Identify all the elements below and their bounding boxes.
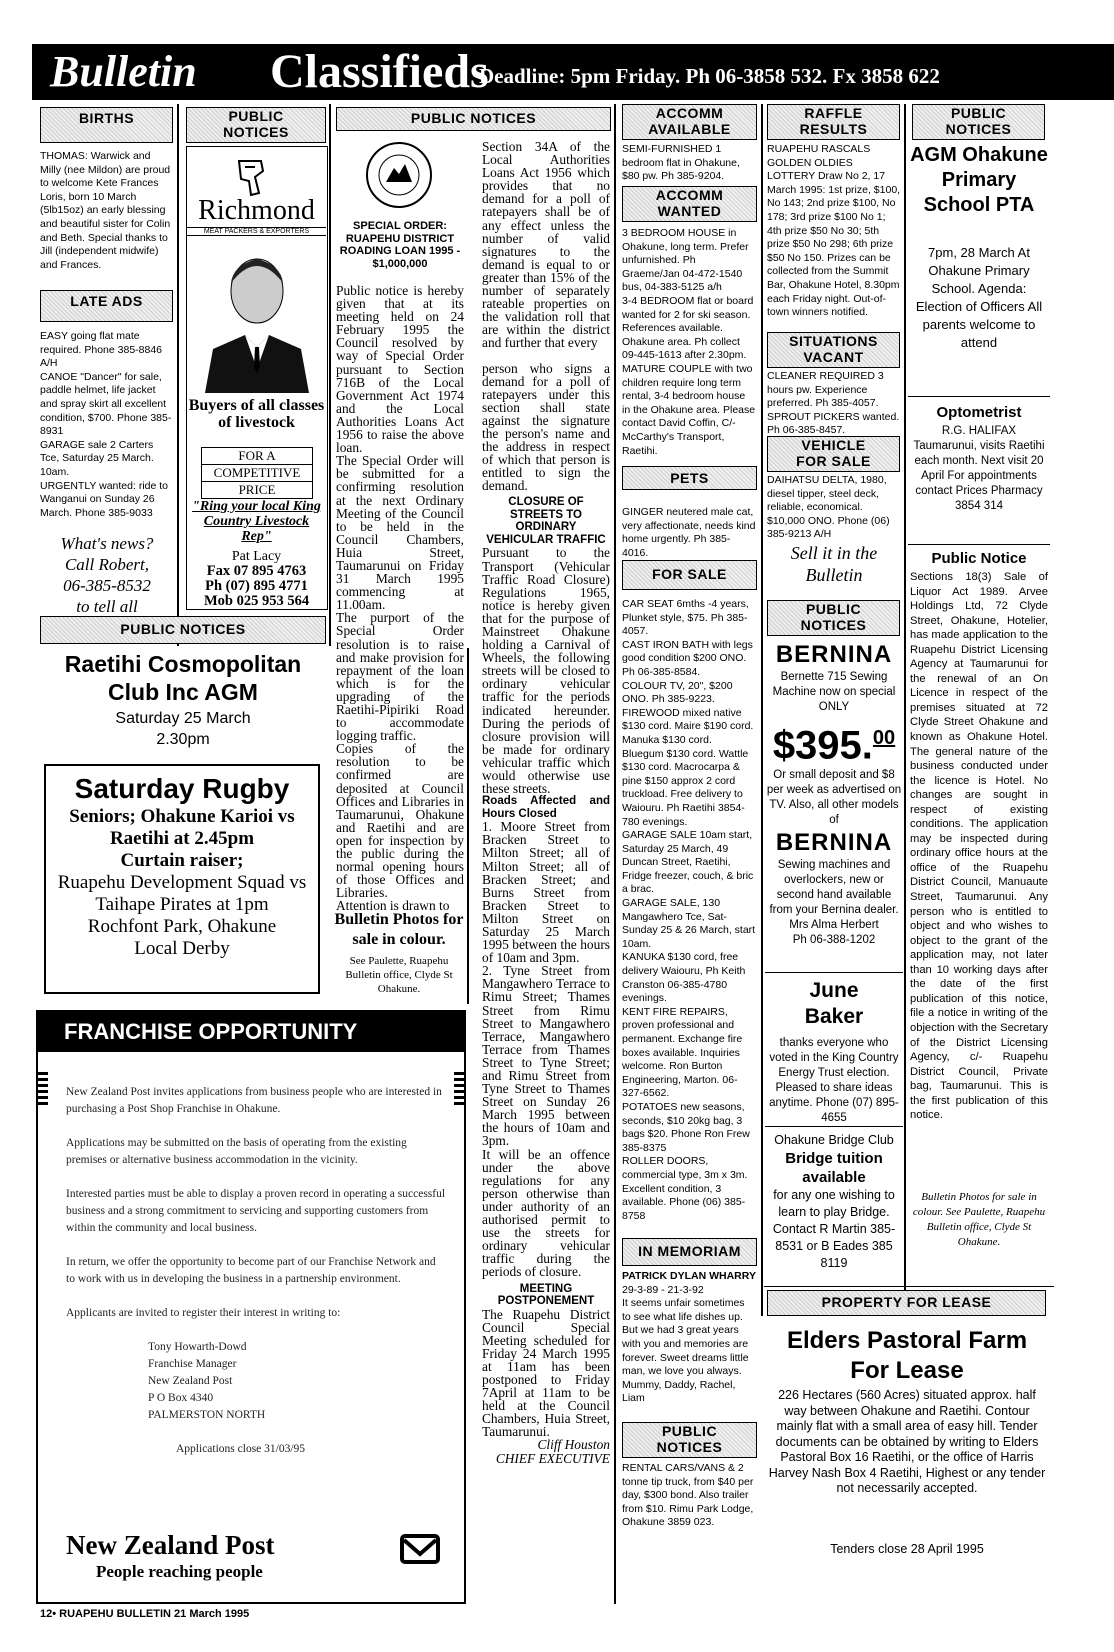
- decorative-stripes: [454, 1072, 464, 1106]
- richmond-header: PUBLIC NOTICES: [186, 107, 326, 143]
- memoriam-text: It seems unfair sometimes to see what life dishes up. But we had 3 great years with you and memories are forever. Sweet dreams little man, we love you always. Mummy, Daddy, Rachel, Liam: [622, 1297, 749, 1405]
- date-line: Saturday 25 March: [115, 710, 251, 727]
- list-item: GARAGE SALE, 130 Mangawhero Tce, Sat-Sunday 25 & 26 March, start 10am.: [622, 897, 756, 950]
- closure-title: CLOSURE OF STREETS TO ORDINARY VEHICULAR TRAFFIC: [486, 496, 606, 546]
- council-p1: Public notice is hereby given that at its meeting held on 24 February 1995 the Council resolved by way of Special Order pursuant to Section 716B of the Local Government Act 1974 and the Local Authorities Loans Act 1956 to raise the above loan.: [336, 283, 464, 456]
- in-memoriam-header: IN MEMORIAM: [622, 1238, 757, 1266]
- optometrist-text: R.G. HALIFAX Taumarunui, visits Raetihi each month. Next visit 20 April For appointments contact Prices Pharmacy 3854 314: [913, 425, 1045, 512]
- page-footer: 12• RUAPEHU BULLETIN 21 March 1995: [40, 1608, 250, 1620]
- price-cents: 00: [872, 727, 896, 749]
- franchise-p: Applicants are invited to register their interest in writing to:: [66, 1307, 341, 1319]
- bernina-deposit: Or small deposit and $8 per week as advertised on TV. Also, all other models of: [766, 769, 902, 827]
- rental-text: RENTAL CARS/VANS & 2 tonne tip truck, from $40 per day, $300 bond. Also trailer from $10. Rimu Park Lodge, Ohakune 3859 023.: [622, 1462, 754, 1529]
- june-baker-ad: [765, 978, 903, 1126]
- council-title: SPECIAL ORDER: RUAPEHU DISTRICT ROADING LOAN 1995 - $1,000,000: [339, 220, 461, 270]
- memoriam: [622, 1270, 756, 1406]
- accomm-wanted-header: ACCOMM WANTED: [622, 186, 757, 222]
- lease-title: Elders Pastoral Farm For Lease: [786, 1327, 1028, 1384]
- news-line: to tell all: [76, 597, 138, 616]
- addr-line: New Zealand Post: [148, 1375, 233, 1387]
- envelope-icon: [400, 1532, 440, 1566]
- masthead-classifieds: Classifieds: [270, 45, 489, 98]
- news-line: Call Robert,: [64, 555, 150, 574]
- mobile-line: Mob 025 953 564: [203, 593, 310, 609]
- raetihi-date: [38, 708, 328, 750]
- richmond-logo-icon: [233, 157, 269, 197]
- closure-text: Pursuant to the Transport (Vehicular Traffic Road Closure) Regulations 1965, notice is hereby given that for the purpose of Mainstreet Ohakune holding a Carnival of Wheels, the following streets will be closed to ordinary vehicular traffic for the periods indicated hereunder. During the periods of closure provision will be made for ordinary vehicular traffic which would otherwise use these streets.: [482, 545, 610, 797]
- column-rule: [467, 648, 469, 1004]
- pets-header: PETS: [622, 466, 757, 490]
- accomm-available-text: SEMI-FURNISHED 1 bedroom flat in Ohakune, $80 pw. Ph 385-9204.: [622, 143, 740, 183]
- bridge-text: for any one wishing to learn to play Bridge. Contact R Martin 385-8531 or B Eades 385 8119: [772, 1188, 896, 1270]
- list-item: 3 BEDROOM HOUSE in Ohakune, long term. Prefer unfurnished. Ph Graeme/Jan 04-472-1540 bus, 04-383-5125 a/h: [622, 227, 749, 294]
- box-line: PRICE: [238, 482, 276, 497]
- richmond-sub: MEAT PACKERS & EXPORTERS: [187, 227, 326, 236]
- list-item: CAST IRON BATH with legs good condition $200 ONO. Ph 06-385-8584.: [622, 638, 753, 678]
- rugby-curtain: Curtain raiser;: [120, 850, 244, 871]
- lease-close: Tenders close 28 April 1995: [830, 1542, 984, 1556]
- list-item: POTATOES new seasons, seconds, $10 20kg bag, 3 bags $20. Phone Ron Frew 385-8375: [622, 1100, 750, 1154]
- sell-line: Bulletin: [805, 565, 863, 585]
- franchise-p: Applications may be submitted on the basis of operating from the existing premises or alternative business accommodation in the vicinity.: [66, 1137, 407, 1166]
- richmond-contacts: [187, 564, 326, 609]
- news-line: 06-385-8532: [63, 576, 151, 595]
- memoriam-dates: 29-3-89 - 21-3-92: [622, 1283, 704, 1296]
- decorative-stripes: [38, 1072, 48, 1106]
- meeting-text: The Ruapehu District Council Special Meeting scheduled for Friday 24 March 1995 at 11am has been postponed to Friday 7April at 11am to be held at the Council Chambers, Huia Street, Taumarunui.: [482, 1306, 610, 1440]
- road-item: 2. Tyne Street from Mangawhero Terrace to Rimu Street; Thames Street from Rimu Street to Mangawhero Terrace, Mangawhero Terrace from Thames Street to Tyne Street; and Rimu Street from Tyne Street to Thames Street on Sunday 26 March 1995 between the hours of 10am and 3pm.: [482, 963, 610, 1149]
- public-notices-header: PUBLIC NOTICES: [40, 616, 326, 644]
- optometrist-title: Optometrist: [936, 404, 1022, 421]
- franchise-p: Interested parties must be able to display a proven record in operating a successful business and a strong commitment to servicing and supporting customers from within the community and local business.: [66, 1188, 446, 1234]
- council-p2: The Special Order will be submitted for a confirming resolution at the next Ordinary Meeting of the Council to be held in the Council Chambers, Huia Street, Taumarunui on Friday 31 March 1995 commencing at 11.00am.: [336, 453, 464, 613]
- council-seal-icon: [364, 140, 434, 210]
- franchise-close: Applications close 31/03/95: [176, 1443, 306, 1455]
- addr-line: PALMERSTON NORTH: [148, 1409, 266, 1421]
- rep-photo: [205, 243, 309, 393]
- road-item: 1. Moore Street from Bracken Street to Milton Street; all of Milton Street; all of Bracken Street; and Burns Street from Bracken Street to Milton Street on Saturday 25 March 1995 between the hours of 10am and 3pm.: [482, 819, 610, 966]
- fax-line: Fax 07 895 4763: [206, 563, 307, 579]
- liquor-notice: Sections 18(3) Sale of Liquor Act 1989. Arvee Holdings Ltd, 72 Clyde Street, Ohakune, Hotelier, has made application to the Ruapehu District Licensing Agency at Taumarunui for the renewal of an On Licence in respect of the premises situated at 72 Clyde Street Ohakune and known as Ohakune Hotel. The general nature of the business conducted under the licence is Hotel. No changes are sought in respect of existing conditions. The application may be inspected during ordinary office hours at the office of the Ruapehu District Council, Manuaute Street, Taumarunui. Any person who is entitled to object and who wishes to object to the grant of the application may, not later than 10 working days after the date of the first publication of this notice, file a notice in writing of the objection with the Secretary of the District Licensing Agency, c/- Ruapehu District Council, Private bag, Taumarunui. This is the first publication of this notice.: [910, 571, 1048, 1122]
- list-item: CAR SEAT 6mths -4 years, Plunket style, $75. Ph 385-4057.: [622, 598, 749, 638]
- property-lease-header: PROPERTY FOR LEASE: [767, 1290, 1046, 1316]
- bernina-title-2: BERNINA: [775, 829, 893, 857]
- richmond-rep-name: Pat Lacy: [231, 549, 282, 564]
- masthead-deadline: Deadline: 5pm Friday. Ph 06-3858 532. Fx 3858 622: [479, 64, 940, 88]
- addr-line: Franchise Manager: [148, 1358, 237, 1370]
- photos-ad-2: Bulletin Photos for sale in colour. See Paulette, Ruapehu Bulletin office, Clyde St Ohakune.: [912, 1191, 1046, 1248]
- signature: Cliff Houston: [537, 1437, 610, 1453]
- richmond-ring: "Ring your local King Country Livestock Rep": [192, 499, 321, 544]
- bernina-price: [765, 715, 903, 768]
- list-item: URGENTLY wanted: ride to Wanganui on Sunday 26 March. Phone 385-9033: [40, 479, 168, 519]
- memoriam-name: PATRICK DYLAN WHARRY: [622, 1270, 756, 1282]
- list-item: GARAGE sale 2 Carters Tce, Saturday 25 March. 10am.: [40, 438, 154, 478]
- franchise-body: [66, 1084, 446, 1458]
- franchise-address: [148, 1339, 446, 1424]
- list-item: FIREWOOD mixed native $130 cord. Maire $190 cord. Manuka $130 cord. Bluegum $130 cord. Wattle $130 cord. Macrocarpa & pine $150 approx 2 cord truckload. Free delivery to Waiouru. Ph Raetihi 3854-780 evenings.: [622, 706, 754, 828]
- bernina-ad: [765, 640, 903, 948]
- council-p3: The purport of the Special Order resolution is to raise and make provision for repayment of the loan which is for the upgrading of the Raetihi-Pipiriki Road to accommodate logging traffic.: [336, 610, 464, 744]
- public-notices-header-6: PUBLIC NOTICES: [912, 104, 1045, 140]
- nzpost-tagline: People reaching people: [96, 1562, 263, 1581]
- births-text: THOMAS: Warwick and Milly (nee Mildon) are proud to welcome Kete Frances Loris, born 10 March (5lb15oz) an early blessing and beautiful sister for Colin and Beth. Special thanks to Jill (independent midwife) and Frances.: [40, 150, 171, 271]
- for-sale-list: [622, 598, 756, 1223]
- late-ads-header: LATE ADS: [40, 290, 173, 322]
- public-notice-title: Public Notice: [931, 550, 1027, 567]
- accomm-available-header: ACCOMM AVAILABLE: [622, 104, 757, 140]
- column-rule: [761, 104, 763, 1316]
- richmond-buyers: Buyers of all classes of livestock: [188, 397, 325, 431]
- council-p4: Copies of the resolution to be confirmed are deposited at Council Offices and Libraries in Taumarunui, Ohakune and Raetihi and are open for inspection by the public during the normal opening hours of those Offices and Libraries.: [336, 741, 464, 901]
- column-rule: [329, 104, 331, 646]
- vehicle-text: DAIHATSU DELTA, 1980, diesel tipper, steel deck, reliable, economical. $10,000 ONO. Phone (06) 385-9213 A/H: [767, 474, 890, 541]
- list-item: KENT FIRE REPAIRS, proven professional and permanent. Exchange fire boxes available. Inquiries welcome. Ron Burton Engineering, Marton. 06-327-6562.: [622, 1005, 743, 1100]
- sell-line: Sell it in the: [790, 543, 878, 563]
- photos-text: See Paulette, Ruapehu Bulletin office, Clyde St Ohakune.: [345, 955, 453, 995]
- bernina-sewing: Sewing machines and overlockers, new or second hand available from your Bernina dealer.: [769, 859, 899, 917]
- lease-text: 226 Hectares (560 Acres) situated approx. half way between Ohakune and Raetihi. Contour mainly flat with a small area of easy hill. Tender documents can be obtained by writing to Elders Pastoral Box 16 Raetihi, or the office of Harris Harvey Nash Box 4 Raetihi, Highest or any tender not necessarily accepted.: [768, 1388, 1046, 1495]
- time-line: 2.30pm: [156, 731, 210, 748]
- signature-title: CHIEF EXECUTIVE: [495, 1450, 610, 1466]
- masthead: [32, 44, 1114, 100]
- rugby-derby: Local Derby: [134, 938, 230, 959]
- roads-header: Roads Affected and Hours Closed: [482, 795, 610, 820]
- list-item: ROLLER DOORS, commercial type, 3m x 3m. Excellent condition, 3 available. Phone (06) 385-8758: [622, 1155, 748, 1222]
- council-r1: Section 34A of the Local Authorities Loans Act 1956 which provides that no demand for a poll of ratepayers shall be of any effect unless the number of valid signatures to the demand is equal to or greater than 15% of the number of separately rateable properties on the validation roll that are within the district and further that every: [482, 139, 610, 351]
- public-notices-header-5: PUBLIC NOTICES: [767, 600, 900, 636]
- franchise-title: FRANCHISE OPPORTUNITY: [38, 1012, 464, 1052]
- list-item: CANOE "Dancer" for sale, paddle helmet, life jacket and spray skirt all excellent condition, $700. Phone 385-8931: [40, 370, 172, 438]
- rugby-ad: [44, 764, 320, 994]
- photos-ad: [334, 910, 464, 996]
- offence-text: It will be an offence under the above regulations for any person otherwise than under authority of an authorised permit to use the streets for ordinary vehicular traffic during the periods of closure.: [482, 1146, 610, 1280]
- rugby-seniors: Seniors; Ohakune Karioi vs Raetihi at 2.45pm: [69, 806, 295, 849]
- column-rule: [177, 104, 179, 646]
- council-p5: Attention is drawn to: [336, 898, 450, 914]
- council-header: PUBLIC NOTICES: [336, 107, 611, 131]
- list-item: GARAGE SALE 10am start, Saturday 25 March, 49 Duncan Street, Raetihi, Fridge freezer, couch, & bric a brac.: [622, 829, 754, 896]
- box-line: FOR A: [238, 448, 276, 463]
- raetihi-title: Raetihi Cosmopolitan Club Inc AGM: [64, 651, 302, 705]
- bridge-ad: [765, 1132, 903, 1272]
- bernina-phone: Ph 06-388-1202: [792, 934, 876, 947]
- bernina-model: Bernette 715 Sewing Machine now on special: [772, 671, 896, 698]
- pets-text: GINGER neutered male cat, very affectionate, needs kind home urgently. Ph 385-4016.: [622, 506, 756, 559]
- council-left-col: [336, 284, 464, 913]
- agm-text: 7pm, 28 March At Ohakune Primary School. Agenda: Election of Officers All parents welcome to attend: [915, 245, 1043, 350]
- list-item: 3-4 BEDROOM flat or board wanted for 2 for ski season. References available. Ohakune area. Ph collect 09-445-1613 after 2.30pm.: [622, 294, 754, 362]
- nzpost-brand: New Zealand Post: [66, 1530, 275, 1560]
- price-dollars: $395.: [772, 723, 873, 768]
- list-item: EASY going flat mate required. Phone 385-8846 A/H: [40, 330, 163, 370]
- situations-list: [767, 370, 901, 438]
- raffle-header: RAFFLE RESULTS: [767, 104, 900, 140]
- masthead-bulletin: Bulletin: [50, 47, 197, 96]
- bridge-club: Ohakune Bridge Club: [774, 1133, 894, 1147]
- news-line: What's news?: [60, 534, 154, 553]
- franchise-p: In return, we offer the opportunity to become part of our Franchise Network and to work with us in developing the business in a partnership environment.: [66, 1256, 436, 1285]
- rugby-title: Saturday Rugby: [74, 773, 290, 804]
- rugby-dev: Ruapehu Development Squad vs Taihape Pirates at 1pm: [57, 872, 307, 915]
- accomm-wanted-list: [622, 227, 756, 458]
- bernina-only: ONLY: [818, 701, 850, 713]
- late-ads-list: [40, 330, 174, 520]
- franchise-ad: [36, 1010, 466, 1604]
- sell-it: [767, 542, 901, 586]
- council-right-col: [482, 140, 610, 1465]
- list-item: KANUKA $130 cord, free delivery Waiouru, Ph Keith Cranston 06-385-4780 evenings.: [622, 951, 746, 1005]
- bridge-title: Bridge tuition available: [785, 1150, 883, 1186]
- richmond-logo: Richmond: [198, 195, 315, 226]
- franchise-p: New Zealand Post invites applications from business people who are interested in purchasing a Post Shop Franchise in Ohakune.: [66, 1086, 442, 1115]
- list-item: MATURE COUPLE with two children require long term rental, 3-4 bedroom house in the Ohakune area. Please contact David Coffin, C/- McCarthy's Transport, Raetihi.: [622, 362, 756, 457]
- column-rule: [614, 104, 616, 1604]
- addr-line: Tony Howarth-Dowd: [148, 1341, 247, 1353]
- column-rule: [904, 104, 906, 1316]
- addr-line: P O Box 4340: [148, 1392, 214, 1404]
- births-header: BIRTHS: [40, 107, 173, 143]
- list-item: CLEANER REQUIRED 3 hours pw. Experience preferred. Ph 385-4057.: [767, 370, 884, 410]
- public-notices-header-4: PUBLIC NOTICES: [622, 1422, 757, 1458]
- whats-news: [40, 533, 174, 617]
- raffle-text: RUAPEHU RASCALS GOLDEN OLDIES LOTTERY Draw No 2, 17 March 1995: 1st prize, $100, No 143; 2nd prize $100, No 178; 3rd prize $100 No 1; 4th prize $50 No 30; 5th prize $50 No 298; 6th prize $50 No 150. Prizes can be collected from the Summit Bar, Ohakune Hotel, 8.30pm each Friday night. Out-of-town winners notified.: [767, 143, 901, 319]
- bernina-dealer: Mrs Alma Herbert: [789, 919, 879, 932]
- list-item: SPROUT PICKERS wanted. Ph 06-385-8457.: [767, 410, 900, 437]
- bernina-title: BERNINA: [775, 641, 893, 668]
- meeting-header: MEETING POSTPONEMENT: [497, 1282, 595, 1307]
- photos-title: Bulletin Photos for sale in colour.: [334, 911, 464, 948]
- phone-line: Ph (07) 895 4771: [205, 578, 308, 594]
- box-line: COMPETITIVE: [202, 464, 312, 482]
- council-r2: person who signs a demand for a poll of ratepayers under this section shall state against the signature the person's name and the address in respect of which that person is entitled to sign the demand.: [482, 360, 610, 494]
- june-title: June Baker: [804, 979, 864, 1028]
- vehicle-header: VEHICLE FOR SALE: [767, 436, 900, 472]
- richmond-competitive-box: [201, 447, 313, 499]
- for-sale-header: FOR SALE: [622, 560, 757, 590]
- richmond-ad: [186, 146, 328, 610]
- rugby-venue: Rochfont Park, Ohakune: [87, 916, 277, 937]
- june-text: thanks everyone who voted in the King Country Energy Trust election. Pleased to share ideas anytime. Phone (07) 895-4655: [769, 1037, 899, 1124]
- situations-header: SITUATIONS VACANT: [767, 332, 900, 368]
- list-item: COLOUR TV, 20", $200 ONO. Ph 385-9223.: [622, 679, 733, 706]
- agm-title: AGM Ohakune Primary School PTA: [910, 144, 1048, 216]
